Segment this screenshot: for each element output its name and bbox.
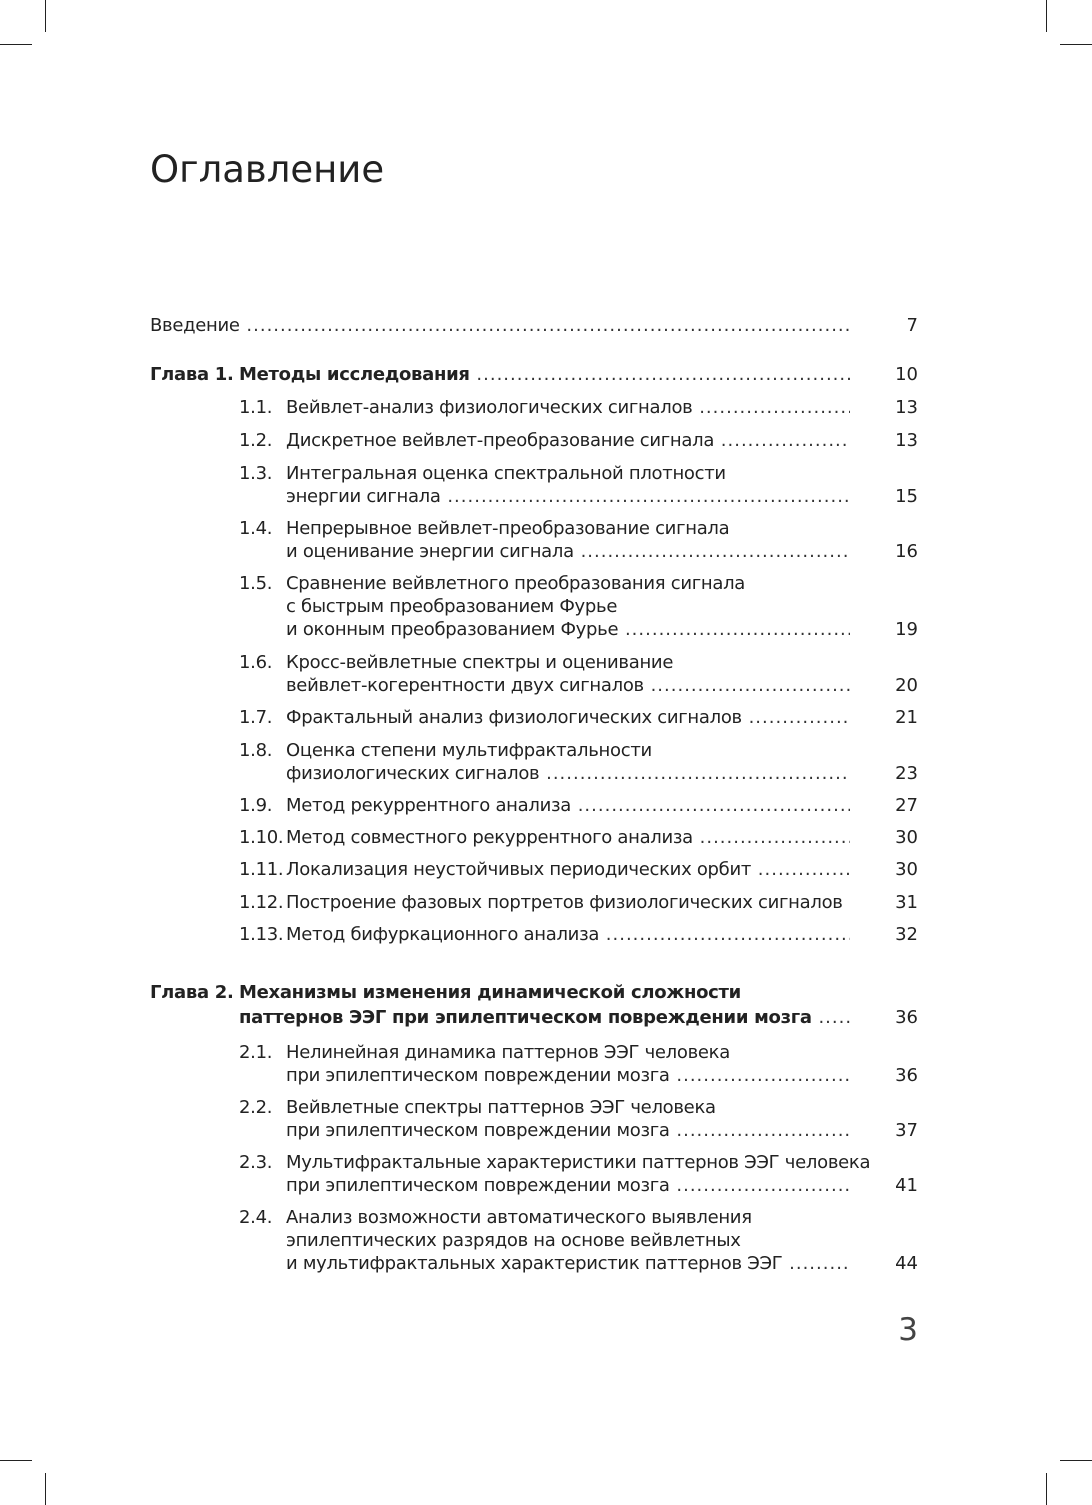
crop-mark — [1046, 1473, 1047, 1505]
page-title: Оглавление — [150, 148, 385, 191]
entry-title-line: Интегральная оценка спектральной плотности — [286, 463, 726, 484]
entry-title-line: Методы исследования ..... — [239, 363, 850, 387]
entry-title-line: Анализ возможности автоматического выявления — [286, 1207, 752, 1228]
entry-title-line: и оконным преобразованием Фурье ..... — [286, 618, 850, 642]
toc-entry-chapter-1 — [150, 363, 918, 387]
crop-mark — [1060, 44, 1092, 45]
entry-title-line: Метод бифуркационного анализа ..... — [286, 923, 850, 947]
entry-title-line: Метод совместного рекуррентного анализа ..... — [286, 826, 850, 850]
toc-entry-section — [150, 706, 918, 729]
entry-page: 31 — [895, 892, 918, 913]
entry-page: 13 — [895, 430, 918, 451]
entry-page: 15 — [895, 486, 918, 507]
entry-title-line: с быстрым преобразованием Фурье — [286, 596, 618, 617]
entry-number: 1.10. — [239, 827, 284, 848]
entry-page: 23 — [895, 763, 918, 784]
toc-entry-section — [150, 739, 918, 785]
entry-page: 30 — [895, 827, 918, 848]
entry-title-line: Метод рекуррентного анализа ..... — [286, 794, 850, 818]
entry-page: 10 — [895, 364, 918, 385]
entry-title-line: Сравнение вейвлетного преобразования сигнала — [286, 573, 746, 594]
entry-page: 37 — [895, 1120, 918, 1141]
entry-page: 30 — [895, 859, 918, 880]
entry-number: 1.1. — [239, 397, 273, 418]
entry-page: 36 — [895, 1065, 918, 1086]
toc-entry-section — [150, 396, 918, 419]
crop-mark — [45, 1473, 46, 1505]
toc-entry-section — [150, 794, 918, 817]
entry-number: 1.11. — [239, 859, 284, 880]
entry-number: 1.5. — [239, 573, 273, 594]
entry-title-line: Локализация неустойчивых периодических орбит ..... — [286, 858, 850, 882]
entry-title-line: паттернов ЭЭГ при эпилептическом повреждении мозга ..... — [239, 1006, 850, 1030]
crop-mark — [0, 44, 32, 45]
entry-page: 7 — [906, 315, 918, 336]
toc-entry-section — [150, 826, 918, 849]
toc-entry-section — [150, 651, 918, 697]
entry-number: Глава 2. — [150, 982, 234, 1003]
entry-title-line: Нелинейная динамика паттернов ЭЭГ человека — [286, 1042, 730, 1063]
entry-number: 1.4. — [239, 518, 273, 539]
toc-entry-section — [150, 923, 918, 946]
entry-page: 19 — [895, 619, 918, 640]
entry-title-line: Фрактальный анализ физиологических сигналов ..... — [286, 706, 850, 730]
page-number: 3 — [898, 1312, 918, 1348]
entry-title-line: Кросс-вейвлетные спектры и оценивание — [286, 652, 674, 673]
entry-number: 2.2. — [239, 1097, 273, 1118]
entry-title-line: при эпилептическом повреждении мозга ..... — [286, 1119, 850, 1143]
entry-number: 1.6. — [239, 652, 273, 673]
toc-entry-introduction — [150, 314, 918, 338]
entry-title-line: при эпилептическом повреждении мозга ..... — [286, 1174, 850, 1198]
entry-number: 1.12. — [239, 892, 284, 913]
entry-title-line: Мультифрактальные характеристики паттернов ЭЭГ человека — [286, 1152, 871, 1173]
entry-number: 1.9. — [239, 795, 273, 816]
toc-entry-section — [150, 1206, 918, 1275]
entry-page: 16 — [895, 541, 918, 562]
entry-number: 2.3. — [239, 1152, 273, 1173]
toc-entry-section — [150, 1041, 918, 1087]
entry-title-line: Оценка степени мультифрактальности — [286, 740, 652, 761]
entry-title-line: Дискретное вейвлет-преобразование сигнала ..... — [286, 429, 850, 453]
entry-title-line: и мультифрактальных характеристик паттернов ЭЭГ ..... — [286, 1252, 850, 1276]
toc-entry-section — [150, 858, 918, 881]
entry-number: 1.13. — [239, 924, 284, 945]
entry-number: Глава 1. — [150, 364, 234, 385]
toc-entry-section — [150, 572, 918, 641]
entry-number: 1.2. — [239, 430, 273, 451]
toc-entry-section — [150, 517, 918, 563]
crop-mark — [45, 0, 46, 32]
entry-page: 13 — [895, 397, 918, 418]
entry-title-line: Механизмы изменения динамической сложности — [239, 982, 741, 1003]
entry-title-line: физиологических сигналов ..... — [286, 762, 850, 786]
crop-mark — [0, 1460, 32, 1461]
entry-title-line: эпилептических разрядов на основе вейвлетных — [286, 1230, 741, 1251]
toc-entry-section — [150, 1151, 918, 1197]
entry-title-line: Вейвлетные спектры паттернов ЭЭГ человека — [286, 1097, 716, 1118]
toc-entry-section — [150, 1096, 918, 1142]
entry-title-line: при эпилептическом повреждении мозга ..... — [286, 1064, 850, 1088]
entry-title-line: и оценивание энергии сигнала ..... — [286, 540, 850, 564]
toc-entry-section — [150, 462, 918, 508]
entry-title-line: Построение фазовых портретов физиологических сигналов ..... — [286, 891, 850, 915]
entry-page: 32 — [895, 924, 918, 945]
crop-mark — [1060, 1460, 1092, 1461]
entry-title-line: Непрерывное вейвлет-преобразование сигнала — [286, 518, 730, 539]
entry-title-line: энергии сигнала ..... — [286, 485, 850, 509]
entry-page: 20 — [895, 675, 918, 696]
entry-page: 27 — [895, 795, 918, 816]
entry-title-line: Вейвлет-анализ физиологических сигналов ..... — [286, 396, 850, 420]
crop-mark — [1046, 0, 1047, 32]
entry-title-line: Введение ..... — [150, 314, 850, 338]
toc-entry-section — [150, 429, 918, 452]
entry-page: 21 — [895, 707, 918, 728]
entry-number: 2.4. — [239, 1207, 273, 1228]
entry-number: 1.3. — [239, 463, 273, 484]
toc-entry-section — [150, 891, 918, 914]
entry-page: 36 — [895, 1007, 918, 1028]
entry-number: 1.8. — [239, 740, 273, 761]
entry-number: 2.1. — [239, 1042, 273, 1063]
entry-number: 1.7. — [239, 707, 273, 728]
entry-title-line: вейвлет-когерентности двух сигналов ..... — [286, 674, 850, 698]
entry-page: 44 — [895, 1253, 918, 1274]
entry-page: 41 — [895, 1175, 918, 1196]
toc-entry-chapter-2 — [150, 981, 918, 1031]
